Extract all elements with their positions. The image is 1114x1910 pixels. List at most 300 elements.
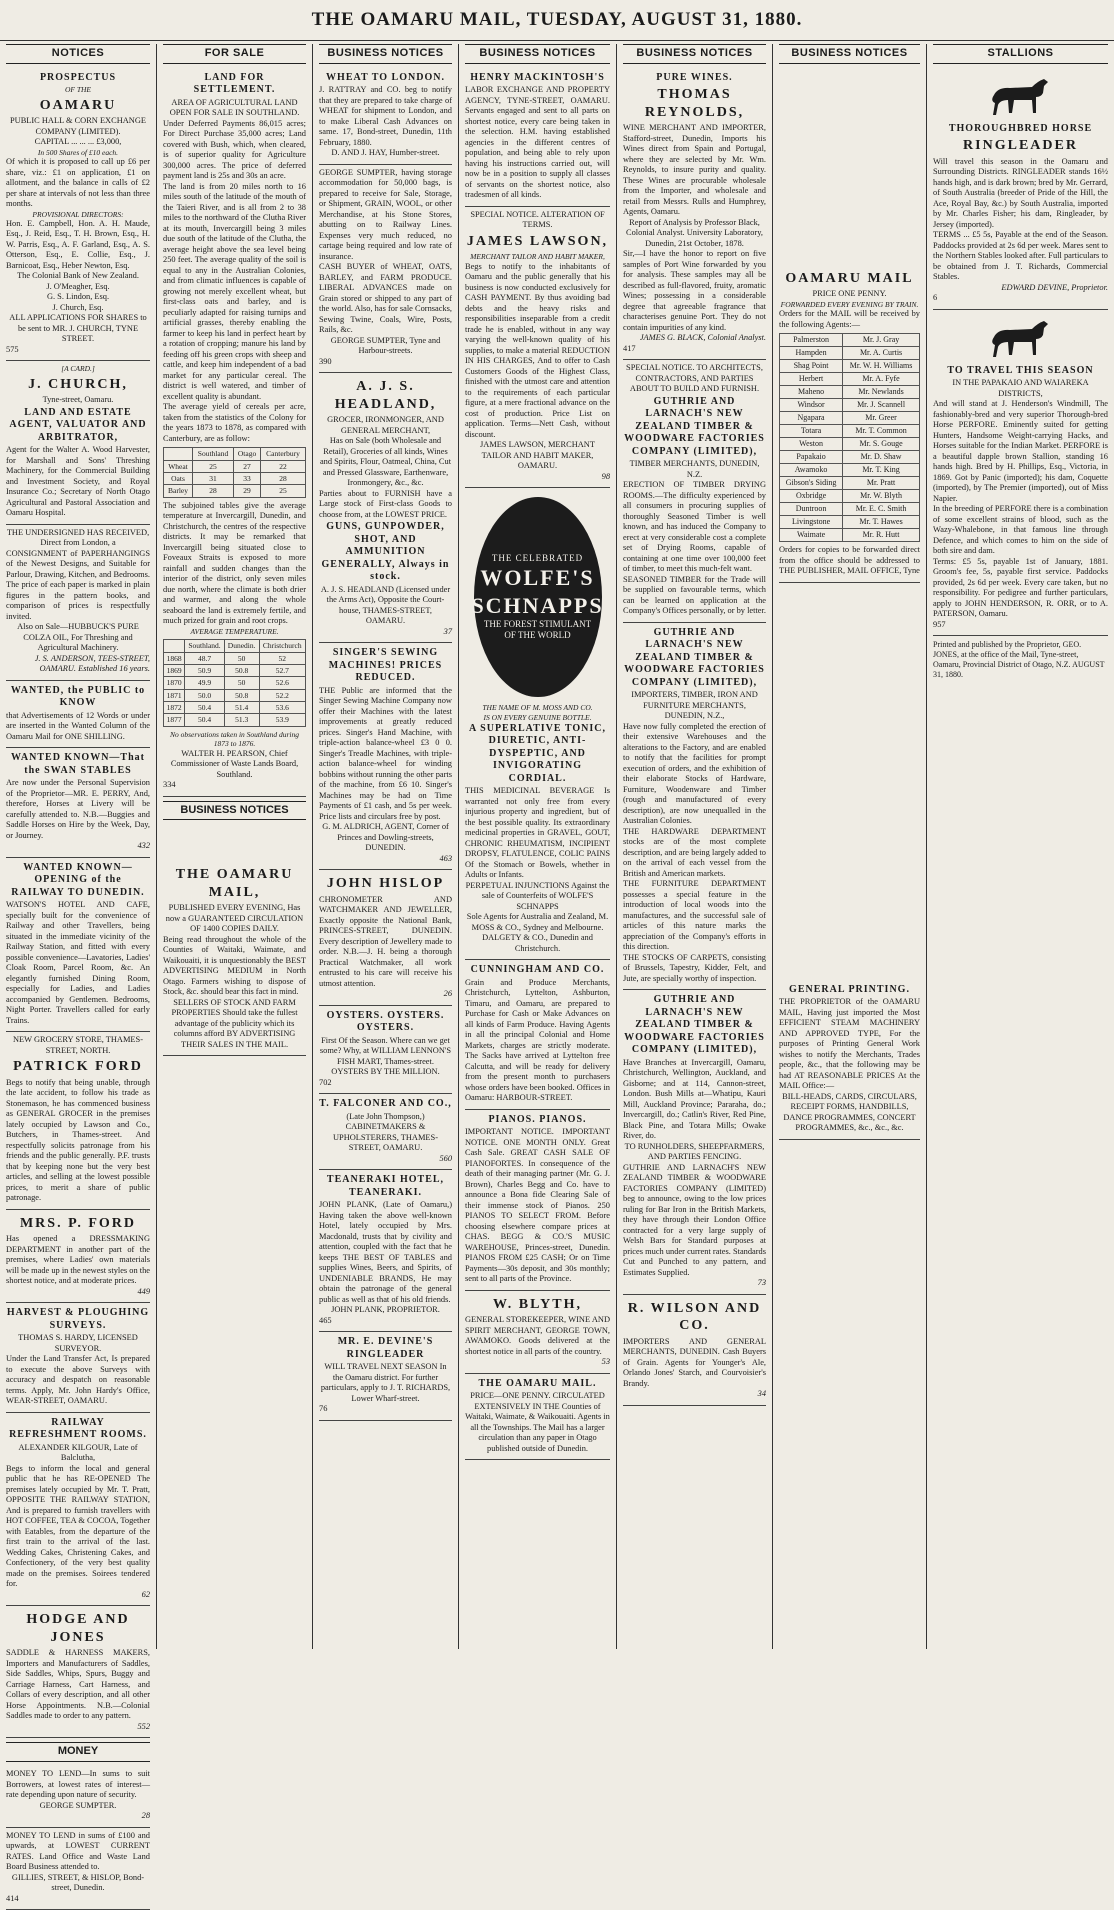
ad-name: PATRICK FORD [6, 1058, 150, 1076]
table-cell: Mr. T. Common [843, 425, 920, 438]
table-cell: Mr. W. H. Williams [843, 360, 920, 373]
ad-subtitle: PUBLISHED EVERY EVENING, Has now a GUARANTEED CIRCULATION OF 1400 COPIES DAILY. [163, 903, 306, 935]
temperature-table [163, 639, 306, 727]
table-cell: Oxbridge [780, 490, 843, 503]
ad-name: T. FALCONER AND CO., [319, 1098, 452, 1111]
ad-signature: JAMES LAWSON, MERCHANT TAILOR AND HABIT MAKER, OAMARU. [465, 440, 610, 472]
section-heading: BUSINESS NOTICES [163, 801, 306, 821]
table-cell: Mr. Greer [843, 412, 920, 425]
ad-title: PIANOS. PIANOS. [465, 1114, 610, 1127]
ad-title: TO TRAVEL THIS SEASON [933, 365, 1108, 378]
ad-ref: 76 [319, 1404, 452, 1415]
ad-signature: A. J. S. HEADLAND (Licensed under the Arms Act), Opposite the Court-house, THAMES-STREET, OAMARU. [319, 585, 452, 627]
ad-body: GENERAL STOREKEEPER, WINE AND SPIRIT MERCHANT, GEORGE TOWN, AWAMOKO. Goods delivered at the shortest notice in all parts of the country. [465, 1315, 610, 1357]
ad-agents: Sole Agents for Australia and Zealand, M. MOSS & CO., Sydney and Melbourne. DALGETY & CO., Dunedin and Christchurch. [465, 912, 610, 954]
ad-tagline: A SUPERLATIVE TONIC, DIURETIC, ANTI-DYSPEPTIC, AND INVIGORATING CORDIAL. [465, 723, 610, 786]
ad-title: SINGER'S SEWING MACHINES! PRICES REDUCED. [319, 647, 452, 685]
ad-ref: 575 [6, 345, 150, 356]
table-cell: 1871 [164, 689, 185, 701]
general-printing-ad [779, 583, 920, 1140]
ad-title: THOROUGHBRED HORSE [933, 123, 1108, 136]
table-cell: Maheno [780, 386, 843, 399]
dressmaking-ad [6, 1210, 150, 1304]
column-for-sale [157, 44, 312, 1649]
column-notices [0, 44, 156, 1649]
ad-items: Has on Sale (both Wholesale and Retail), Groceries of all kinds, Wines and Spirits, Flour, Oatmeal, China, Cut and Pressed Glassware, Earthenware, Ironmongery, &c., &c. [319, 436, 452, 489]
ad-secretary: G. S. Lindon, Esq. [6, 292, 150, 303]
ad-body: Under Deferred Payments 86,015 acres; For Direct Purchase 35,000 acres; Land covered with Bush, which, when cleared, is of superior quality for Agriculture 300,000 acres. The price of deferred payment land is 25s and 30s an acre. [163, 119, 306, 182]
ad-body: Agent for the Walter A. Wood Harvester, for Marshall and Sons' Threshing Machinery, for the Commercial Building and Investment Society, and Royal Insurance Co.; Secretary of North Otago Agricultural and Pastoral Association and Oamaru Hospital. [6, 445, 150, 519]
ad-ref: 414 [6, 1894, 150, 1905]
oamaru-mail-ad [163, 824, 306, 1056]
ad-body: WINE MERCHANT AND IMPORTER, Stafford-street, Dunedin, Imports his Wines direct from Spain and Portugal, where they are selected by Mr. Wm. Reynolds, to insure purity and quality. These Wines are procurable wholesale from the Importer, and wholesale and retail from Messrs. Rulls and Humphrey, Agents, Oamaru. [623, 123, 766, 218]
lawson-tailor-ad [465, 207, 610, 488]
ad-intro: Orders for the MAIL will be received by the following Agents:— [779, 309, 920, 330]
ad-injunctions: PERPETUAL INJUNCTIONS Against the sale of Counterfeits of WOLFE'S SCHNAPPS [465, 881, 610, 913]
table-note: No observations taken in Southland during 1873 to 1876. [163, 730, 306, 749]
table-row [164, 460, 306, 472]
ad-ref: 53 [465, 1357, 610, 1368]
table-header-row [164, 448, 306, 460]
ad-title: WHEAT TO LONDON. [319, 72, 452, 85]
ad-body: THE PROPRIETOR of the OAMARU MAIL, Having just imported the Most EFFICIENT STEAM MACHINERY AND APPROVED TYPE, For the purposes of Printing General Work wishes to notify the Merchants, Trades people, &c., that the following may be had AT REASONABLE PRICES At the MAIL Office:— [779, 997, 920, 1092]
ad-title: SPECIAL NOTICE. ALTERATION OF TERMS. [465, 210, 610, 231]
table-cell: 48.7 [185, 652, 225, 664]
ad-ref: 26 [319, 989, 452, 1000]
ad-solicitor: J. O'Meagher, Esq. [6, 282, 150, 293]
ad-body: CONSIGNMENT of PAPERHANGINGS of the Newest Designs, and Suitable for Parlour, Drawing, Kitchen, and Bedrooms. The price of each paper is marked in plain figures in the pattern books, and comparison of prices is respectfully invited. [6, 549, 150, 623]
ad-ref: 98 [465, 472, 610, 483]
table-cell: 50 [224, 652, 259, 664]
column-stallions [927, 44, 1114, 1649]
table-cell: 1872 [164, 702, 185, 714]
ad-forwarded: FORWARDED EVERY EVENING BY TRAIN. [779, 300, 920, 309]
ad-title: PROSPECTUS [6, 72, 150, 85]
ad-ref: 34 [623, 1389, 766, 1400]
ad-name: JOHN HISLOP [319, 875, 452, 893]
ad-subtitle: IMPORTERS, TIMBER, IRON AND FURNITURE MERCHANTS, DUNEDIN, N.Z., [623, 690, 766, 722]
ad-tail: SELLERS OF STOCK AND FARM PROPERTIES Should take the fullest advantage of the publicity which its columns afford BY ADVERTISING THEIR SALES IN THE MAIL. [163, 998, 306, 1051]
ad-title: PURE WINES. [623, 72, 766, 85]
table-row [780, 334, 920, 347]
logo-line: OF THE WORLD [504, 630, 570, 641]
ad-ref: 390 [319, 357, 452, 368]
ad-ref: 334 [163, 780, 306, 791]
ad-name: THOMAS REYNOLDS, [623, 86, 766, 121]
table-header: Canterbury [261, 448, 306, 460]
ad-body: PRICE—ONE PENNY. CIRCULATED EXTENSIVELY IN THE Counties of Waitaki, Waimate, & Waikouaiti. Agents in all the Townships. The Mail has a larger circulation than any paper in Otago published outside of Dunedin. [465, 1391, 610, 1454]
column-business-2 [459, 44, 616, 1649]
ad-ref: 417 [623, 344, 766, 355]
cunningham-ad [465, 960, 610, 1110]
ad-ref: 957 [933, 620, 1108, 631]
logo-line: THE CELEBRATED [492, 553, 583, 564]
prospectus-ad [6, 68, 150, 362]
table-cell: Ngapara [780, 412, 843, 425]
anderson-ad [6, 525, 150, 681]
ad-name: W. BLYTH, [465, 1296, 610, 1314]
ad-description: The land is from 20 miles north to 16 miles south of the latitude of the mouth of the Taieri River, and is all from 2 to 38 miles to the northward of the Clutha River at its mouth, Invercargill being 3 miles due south of the latitude of the Clutha, the average height above the sea level being 250 feet. The average quality of the soil is equal to any in the Australian Colonies, and from climatic influences is capable of growing not merely excellent wheat, but first-class oats and barley, and is peculiarly adapted for raising turnips and artificial grasses, thereby enabling the farmer to keep his land in perfect heart by a rotation of cropping; manure his land by feeding off his green crops with sheep and cattle, and keep him independent of a bad market for any particular cereal. The district is well watered, and timber of excellent quality is abundant. [163, 182, 306, 403]
mackintosh-ad [465, 68, 610, 207]
table-cell: Oats [164, 473, 193, 485]
ad-title: GENERAL PRINTING. [779, 984, 920, 997]
watsons-hotel-ad [6, 858, 150, 1033]
table-cell: Windsor [780, 399, 843, 412]
swan-stables-ad [6, 748, 150, 858]
yield-table [163, 447, 306, 498]
ad-body: WILL TRAVEL NEXT SEASON In the Oamaru district. For further particulars, apply to J. T. RICHARDS, Lower Wharf-street. [319, 1362, 452, 1404]
ad-body: Under the Land Transfer Act, Is prepared to execute the above Surveys with accuracy and despatch on reasonable terms. Apply, Mr. John Hardy's Office, WEAR-STREET, OAMARU. [6, 1354, 150, 1407]
table-cell: 29 [234, 485, 261, 497]
ad-signature: WALTER H. PEARSON, Chief Commissioner of Waste Lands Board, Southland. [163, 749, 306, 781]
table-cell: 49.9 [185, 677, 225, 689]
ad-body: Begs to inform the local and general public that he has RE-OPENED The premises lately occupied by Mr. T. Pratt, OPPOSITE THE RAILWAY STATION, And is prepared to furnish travellers with HOT COFFEE, TEA & COCOA, Together with Eatables, from the departure of the first train to the arrival of the last. Wedding Cakes, Christening Cakes, and Confectionery, of the very best quality made on the premises. Soirees tendered for. [6, 1464, 150, 1590]
table-row [780, 386, 920, 399]
ad-name: HODGE AND JONES [6, 1611, 150, 1646]
ad-body: WATSON'S HOTEL AND CAFE, specially built for the convenience of Railway and other Travellers, being situated in the immediate vicinity of the Railway Station, and fitted with every possible convenience—Lavatories, Ladies' Cloak Room, Parcel Room, &c. An elegantly furnished Dining Room, especially for Ladies, and Ladies accompanied by Gentlemen. Bedrooms, Night Porter. Travellers called for early Trains. [6, 900, 150, 1026]
table-row [164, 702, 306, 714]
table-cell: 1877 [164, 714, 185, 726]
table-row [164, 677, 306, 689]
table-row [780, 438, 920, 451]
ad-name: OAMARU [6, 97, 150, 115]
table-cell: 50.0 [185, 689, 225, 701]
ad-card-label: [A CARD.] [6, 364, 150, 373]
ad-body: ERECTION OF TIMBER DRYING ROOMS.—The difficulty experienced by all consumers in procuring supplies of thoroughly Seasoned Timber is well known, and has induced the Company to erect at very considerable cost a complete set of Drying Rooms, capable of containing at one time over 100,000 feet of timber, to meet this much-felt want. [623, 480, 766, 575]
table-row [164, 652, 306, 664]
table-header [164, 640, 185, 652]
reynolds-wines-ad [623, 68, 766, 361]
table-cell: 52 [259, 652, 305, 664]
ad-signature: JAMES G. BLACK, Colonial Analyst. [623, 333, 766, 344]
ad-hardware: THE HARDWARE DEPARTMENT stocks are of the most complete description, and are being largely added to on the arrival of each vessel from the British and American markets. [623, 827, 766, 880]
table-cell: 1869 [164, 664, 185, 676]
ad-body: Being read throughout the whole of the Counties of Waitaki, Waimate, and Waikouaiti, it is unquestionably the BEST ADVERTISING MEDIUM in North Otago. Farmers wishing to dispose of Stock, &c. should bear this fact in mind. [163, 935, 306, 998]
table-cell: Mr. W. Blyth [843, 490, 920, 503]
table-cell: Mr. T. King [843, 464, 920, 477]
ad-broker: J. Church, Esq. [6, 303, 150, 314]
wanted-public-ad [6, 681, 150, 749]
table-cell: 33 [234, 473, 261, 485]
table-cell: Papakaio [780, 451, 843, 464]
table-cell: Weston [780, 438, 843, 451]
ad-directors: Hon. E. Campbell, Hon. A. H. Maude, Esq., J. Reid, Esq., T. H. Brown, Esq., H. W. Parris, Esq., A. F. Garland, Esq., A. S. Otterson, Esq., E. Collie, Esq., J. Barnicoat, Esq., Heber Newton, Esq. [6, 219, 150, 272]
ad-temperature-intro: The subjoined tables give the average temperature at Invercargill, Dunedin, and Christchurch, the centres of the respective districts. It may be remarked that Invercargill being situated close to Foveaux Straits is exposed to more rainfall and sudden changes than the interior of the district, only seven miles due north, where the climate is both drier and warmer, and along the whole seaboard the land is extremely fertile, and much prized for grain and root crops. [163, 501, 306, 627]
table-cell: 1870 [164, 677, 185, 689]
ad-title: RAILWAY REFRESHMENT ROOMS. [6, 1417, 150, 1442]
ad-ref: 560 [319, 1154, 452, 1165]
table-cell: Mr. J. Scannell [843, 399, 920, 412]
ad-ref: 449 [6, 1287, 150, 1298]
table-row [780, 347, 920, 360]
ad-body: MONEY TO LEND in sums of £100 and upwards, at LOWEST CURRENT RATES. Land Office and Waste Land Board Business attended to. [6, 1831, 150, 1873]
singer-ad [319, 643, 452, 870]
hodge-jones-ad [6, 1606, 150, 1738]
ad-ref: 702 [319, 1078, 452, 1089]
ad-furniture: THE FURNITURE DEPARTMENT possesses a special feature in the introduction of local woods into the manufactures, and the successful sale of articles of this nature marks the appreciation of the Company's efforts in this direction. [623, 879, 766, 953]
table-cell: 50.8 [224, 689, 259, 701]
ad-also: Also on Sale—HUBBUCK'S PURE COLZA OIL, For Threshing and Agricultural Machinery. [6, 622, 150, 654]
table-row [780, 477, 920, 490]
ad-side-text: IS ON EVERY GENUINE BOTTLE. [465, 713, 610, 722]
ad-body: Are now under the Personal Supervision of the Proprietor—MR. E. PERRY, And, therefore, Horses at Livery will be carefully attended to. N.B.—Buggies and Saddle Horses on Hire by the Week, Day, or Journey. [6, 778, 150, 841]
table-cell: Duntroon [780, 503, 843, 516]
table-cell: 53.6 [259, 702, 305, 714]
ad-title: HARVEST & PLOUGHING SURVEYS. [6, 1307, 150, 1332]
table-cell: 51.4 [224, 702, 259, 714]
table-header: Southland [192, 448, 233, 460]
railway-rooms-ad [6, 1413, 150, 1607]
ad-name: TEANERAKI HOTEL, TEANERAKI. [319, 1174, 452, 1199]
ad-body: J. RATTRAY and CO. beg to notify that they are prepared to take charge of WHEAT for shipment to London, and to make Liberal Cash Advances on same. 17, Bond-street, Dunedin, 11th February, 1880. [319, 85, 452, 148]
ad-ref: 463 [319, 854, 452, 865]
column-heading: BUSINESS NOTICES [319, 44, 452, 64]
ad-body: MONEY TO LEND—In sums to suit Borrowers, at lowest rates of interest—rate depending upon nature of security. [6, 1769, 150, 1801]
schnapps-logo [474, 497, 602, 697]
table-cell: 25 [261, 485, 306, 497]
table-row [780, 360, 920, 373]
masthead-title: THE OAMARU MAIL, TUESDAY, AUGUST 31, 1880. [312, 9, 803, 31]
headland-ad [319, 373, 452, 643]
column-heading: BUSINESS NOTICES [779, 44, 920, 64]
column-business-3 [617, 44, 772, 1649]
ad-name: THOMAS S. HARDY, LICENSED SURVEYOR. [6, 1333, 150, 1354]
table-cell: Herbert [780, 373, 843, 386]
ad-body: (Late John Thompson,) CABINETMAKERS & UPHOLSTERERS, THAMES-STREET, OAMARU. [319, 1112, 452, 1154]
table-cell: Mr. R. Hutt [843, 529, 920, 542]
ad-ref: 6 [933, 293, 1108, 304]
table-row [164, 714, 306, 726]
table-cell: Gibson's Siding [780, 477, 843, 490]
column-heading: BUSINESS NOTICES [623, 44, 766, 64]
logo-line: THE FOREST STIMULANT [484, 619, 591, 630]
ad-name: J. CHURCH, [6, 376, 150, 394]
ad-name: THE OAMARU MAIL, [163, 866, 306, 901]
ad-address: Tyne-street, Oamaru. [6, 395, 150, 406]
table-row [780, 373, 920, 386]
ad-name: MRS. P. FORD [6, 1215, 150, 1233]
table-header: Christchurch [259, 640, 305, 652]
ad-pedigree: In the breeding of PERFORE there is a combination of some excellent strains of blood, such as the Wazy-Whalebone, in that famous line through Defence, and which comes to him on the side of both sire and dam. [933, 504, 1108, 557]
table-cell: Barley [164, 485, 193, 497]
table-cell: 31 [192, 473, 233, 485]
ad-seasoned: SEASONED TIMBER for the Trade will be supplied on favourable terms, which can be learned on application at the Company's Offices personally, or by letter. [623, 575, 766, 617]
ad-price: PRICE ONE PENNY. [779, 289, 920, 300]
ad-tail: Orders for copies to be forwarded direct from the office should be addressed to THE PUBLISHER, MAIL OFFICE, Tyne [779, 545, 920, 577]
table-cell: 50.4 [185, 702, 225, 714]
ad-body: Grain and Produce Merchants, Christchurch, Lyttelton, Ashburton, Timaru, and Oamaru, are prepared to Purchase for Cash or Make Advances on all kinds of Farm Produce. Having Agents in all the principal Colonial and Home Markets, charges are strictly moderate. The Sacks have arrived at Lyttelton free Calcutta, and will be ready for delivery from the present month to purchasers whose orders have been booked. Offices in Oamaru: HARBOUR-STREET. [465, 978, 610, 1104]
ad-name: GUTHRIE AND LARNACH'S NEW ZEALAND TIMBER & WOODWARE FACTORIES COMPANY (LIMITED), [623, 994, 766, 1057]
ad-body: IMPORTERS AND GENERAL MERCHANTS, DUNEDIN. Cash Buyers of Grain. Agents for Younger's Ale, Orlando Jones' Starch, and Courvoisier's Brandy. [623, 1337, 766, 1390]
ringleader-stallion-ad [933, 68, 1108, 310]
perfore-stallion-ad [933, 310, 1108, 637]
table-header-row [164, 640, 306, 652]
logo-line: SCHNAPPS [471, 592, 603, 620]
money-lend-ad [6, 1766, 150, 1828]
table-row [780, 451, 920, 464]
ad-subtitle: TIMBER MERCHANTS, DUNEDIN, N.Z. [623, 459, 766, 480]
table-cell: 53.9 [259, 714, 305, 726]
ad-tail: CASH BUYER of WHEAT, OATS, BARLEY, and FARM PRODUCE. LIBERAL ADVANCES made on Grain stored or shipped to any part of the world. Also, has for sale Cornsacks, Sewing Twine, Coals, Wire, Posts, Rails, &c. [319, 262, 452, 336]
table-cell: 22 [261, 460, 306, 472]
table-row [780, 529, 920, 542]
ad-body: LABOR EXCHANGE AND PROPERTY AGENCY, TYNE-STREET, OAMARU. Servants engaged and sent to all parts on shortest notice, every care being taken in the selection. H.M. having established agencies in the different centres of population, and being able to rely upon having his instructions carried out, will now be in a position to supply all classes of servants on the shortest notice, also tradesmen of all kinds. [465, 85, 610, 201]
ad-body: THIS MEDICINAL BEVERAGE Is warranted not only free from every injurious property and ingredient, but of the best possible quality. Its extraordinary medicinal properties in GRAVEL, GOUT, CHRONIC RHEUMATISM, INCIPIENT DROPSY, FLATULENCE, COLIC PAINS Of the Stomach or Bowels, whether in Adults or Infants. [465, 786, 610, 881]
ad-subtitle: IN THE PAPAKAIO AND WAIAREKA DISTRICTS, [933, 378, 1108, 399]
ad-terms: Terms: £5 5s, payable 1st of January, 1881. Groom's fee, 5s, payable first service. Paddocks provided, 2s 6d per week. Every care taken, but no responsibility. For pedigree and further particulars, apply to JOHN HENDERSON, R. ORR, or to A. PATERSON, Oamaru. [933, 557, 1108, 620]
mail-price-ad [465, 1374, 610, 1461]
sumpter-ad [319, 165, 452, 374]
table-cell: 50.4 [185, 714, 225, 726]
agents-table [779, 333, 920, 542]
ad-title: SPECIAL NOTICE. TO ARCHITECTS, CONTRACTORS, AND PARTIES ABOUT TO BUILD AND FURNISH. [623, 363, 766, 395]
horse-icon [986, 317, 1056, 361]
table-header: Dunedin. [224, 640, 259, 652]
ad-name: MR. E. DEVINE'S RINGLEADER [319, 1336, 452, 1361]
table-cell: 27 [234, 460, 261, 472]
column-heading: BUSINESS NOTICES [465, 44, 610, 64]
ad-title: LAND FOR SETTLEMENT. [163, 72, 306, 97]
blyth-ad [465, 1291, 610, 1374]
publisher-footer: Printed and published by the Proprietor, GEO. JONES, at the office of the Mail, Tyne-street, Oamaru, Provincial District of Otago, N.Z. AUGUST 31, 1880. [933, 636, 1108, 680]
table-cell: Mr. D. Shaw [843, 451, 920, 464]
table-row [164, 485, 306, 497]
mail-agents-ad [779, 68, 920, 583]
ad-body: Begs to notify to the inhabitants of Oamaru and the public generally that his business is now conducted exclusively for CASH PAYMENT. By thus avoiding bad debts and the heavy risks and responsibilities inseparable from a credit trade he is enabled, without in any way varying the well-known quality of his supplies, to make a material REDUCTION IN HIS CHARGES, And to offer to Cash Customers Goods of the Highest Class, finished with the utmost care and attention to the requirements of each particular figure, at a mere fractional advance on the cost of production. Price List on application. Terms—Nett Cash, without discount. [465, 262, 610, 441]
table-cell: Mr. T. Hawes [843, 516, 920, 529]
falconer-ad [319, 1094, 452, 1170]
ad-body: SADDLE & HARNESS MAKERS, Importers and Manufacturers of Saddles, Side Saddles, Whips, Spurs, Buggy and Carriage Harness, Cart Harness, and Collars of every description, and all other Horse Appointments. N.B.—Colonial Saddles made to order to any pattern. [6, 1648, 150, 1722]
ad-name: R. WILSON AND CO. [623, 1300, 766, 1335]
ad-body: Begs to notify that being unable, through the late accident, to follow his trade as Stonemason, he has commenced business as GENERAL GROCER in the premises lately occupied by Lawson and Co., Butchers, in Thames-street. And respectfully solicits patronage from his friends and the public generally. P.F. trusts that by keeping none but the very best articles, and selling at the lowest possible prices, to merit a share of public patronage. [6, 1078, 150, 1204]
table-cell: Mr. A. Curtis [843, 347, 920, 360]
ad-body: Has opened a DRESSMAKING DEPARTMENT in another part of the premises, where Ladies' own materials will be made up in the newest styles on the shortest notice, and at moderate prices. [6, 1234, 150, 1287]
table-cell: 28 [261, 473, 306, 485]
ad-report: Report of Analysis by Professor Black, Colonial Analyst. University Laboratory, Dunedin, 21st October, 1878. [623, 218, 766, 250]
table-cell: Mr. Newlands [843, 386, 920, 399]
ad-signature: GEORGE SUMPTER. [6, 1801, 150, 1812]
table-row [780, 464, 920, 477]
table-row [164, 689, 306, 701]
ad-name: A. J. S. HEADLAND, [319, 378, 452, 413]
ad-body: First Of the Season. Where can we get some? Why, at WILLIAM LENNON'S FISH MART, Thames-street. OYSTERS BY THE MILLION. [319, 1036, 452, 1078]
table-cell: 50.9 [185, 664, 225, 676]
table-cell: 52.2 [259, 689, 305, 701]
table-row [780, 503, 920, 516]
table-row [164, 473, 306, 485]
ad-ref: 432 [6, 841, 150, 852]
table-cell: Mr. E. C. Smith [843, 503, 920, 516]
land-settlement-ad [163, 68, 306, 797]
ad-capital: CAPITAL ... ... ... £3,000, [6, 137, 150, 148]
ad-report-body: Sir,—I have the honor to report on five samples of Port Wine forwarded by you for analysis. These samples may all be described as full-flavored, fruity, aromatic Wines; possessing in a considerable degree that agreeable fragrance that characterises genuine Port. They do not contain impurities of any kind. [623, 249, 766, 333]
ad-runholders: TO RUNHOLDERS, SHEEPFARMERS, AND PARTIES FENCING. [623, 1142, 766, 1163]
ad-name: CUNNINGHAM AND CO. [465, 964, 610, 977]
ad-title: WANTED KNOWN—OPENING of the RAILWAY TO DUNEDIN. [6, 862, 150, 900]
table-row [780, 516, 920, 529]
ad-applications: ALL APPLICATIONS FOR SHARES to be sent to MR. J. CHURCH, TYNE STREET. [6, 313, 150, 345]
table-cell: Totara [780, 425, 843, 438]
ad-title: WANTED KNOWN—That the SWAN STABLES [6, 752, 150, 777]
table-cell: 51.3 [224, 714, 259, 726]
table-cell: 52.6 [259, 677, 305, 689]
ad-description: The average yield of cereals per acre, taken from the statistics of the Colony for the years 1873 to 1878, as compared with Canterbury, are as follow: [163, 402, 306, 444]
ad-signature: JOHN PLANK, PROPRIETOR. [319, 1305, 452, 1316]
guthrie-warehouse-ad [623, 623, 766, 991]
table-cell: Wheat [164, 460, 193, 472]
wolfes-schnapps-ad [465, 488, 610, 960]
ad-shares: In 500 Shares of £10 each. [6, 148, 150, 157]
ad-body-2: GUTHRIE AND LARNACH'S NEW ZEALAND TIMBER & WOODWARE FACTORIES COMPANY (LIMITED) beg to announce, owing to the low prices ruling for Bar Iron in the British Markets, they have through their London Office contracted for a very large supply of Welsh Bars for Standard purposes at prices much under current rates. Standards Cut and Punched to any pattern, and Estimates Supplied. [623, 1163, 766, 1279]
ad-name: RINGLEADER [933, 137, 1108, 155]
oysters-ad [319, 1006, 452, 1095]
table-cell: Shag Point [780, 360, 843, 373]
table-cell: 50 [224, 677, 259, 689]
table-row [164, 664, 306, 676]
ad-ref: 465 [319, 1316, 452, 1327]
table-title: AVERAGE TEMPERATURE. [163, 627, 306, 636]
wilson-ad [623, 1295, 766, 1406]
ad-subtitle: PUBLIC HALL & CORN EXCHANGE COMPANY (LIMITED). [6, 116, 150, 137]
ad-role: MERCHANT TAILOR AND HABIT MAKER, [465, 252, 610, 261]
ad-directors-heading: PROVISIONAL DIRECTORS: [6, 210, 150, 219]
ad-signature: J. S. ANDERSON, TEES-STREET, OAMARU. Established 16 years. [6, 654, 150, 675]
table-cell: Waimate [780, 529, 843, 542]
column-heading: STALLIONS [933, 44, 1108, 64]
ad-name: OAMARU MAIL [779, 270, 920, 288]
column-business-4 [773, 44, 926, 1649]
ad-signature: GILLIES, STREET, & HISLOP, Bond-street, Dunedin. [6, 1873, 150, 1894]
table-row [780, 412, 920, 425]
table-row [780, 425, 920, 438]
guthrie-branches-ad [623, 990, 766, 1295]
table-cell: 25 [192, 460, 233, 472]
table-row [780, 490, 920, 503]
ad-body: Parties about to FURNISH have a Large stock of First-class Goods to choose from, at the LOWEST PRICE. [319, 489, 452, 521]
ad-body: GEORGE SUMPTER, having storage accommodation for 50,000 bags, is prepared to receive for Sale, Storage, or Shipment, GRAIN, WOOL, or other Merchandise, at his Stone Stores, abutting on to Railway Lines. Expenses very much reduced, no cartage being required and low rate of insurance. [319, 168, 452, 263]
table-cell: Mr. Pratt [843, 477, 920, 490]
ringleader-notice-ad [319, 1332, 452, 1421]
ad-line: OF THE [6, 85, 150, 94]
ad-role: LAND AND ESTATE AGENT, VALUATOR AND ARBITRATOR, [6, 407, 150, 445]
ad-ref: 28 [6, 1811, 150, 1822]
ad-name: JAMES LAWSON, [465, 233, 610, 251]
table-header [164, 448, 193, 460]
ad-name: GUTHRIE AND LARNACH'S NEW ZEALAND TIMBER & WOODWARE FACTORIES COMPANY (LIMITED), [623, 627, 766, 690]
ad-body: that Advertisements of 12 Words or under are inserted in the Wanted Column of the Oamaru Mail for ONE SHILLING. [6, 711, 150, 743]
ad-body: Have now fully completed the erection of their extensive Warehouses and the alterations to the Factory, and are enabled to notify that the facilities for prompt execution of orders, and the exhibition of their elaborate Stocks of Hardware, Furniture, Woodenware and Timber (rough and manufactured of every description), are now unequalled in the Australian Colonies. [623, 722, 766, 827]
ad-body: IMPORTANT NOTICE. IMPORTANT NOTICE. ONE MONTH ONLY. Great Cash Sale. GREAT CASH SALE OF PIANOFORTES. In consequence of the death of their managing partner (Mr. G. J. Brown), Charles Begg and Co. have to announce a Bona fide Clearing Sale of their immense stock of Pianos. 250 PIANOS TO SELECT FROM. Before choosing elsewhere compare prices at CHAS. BEGG & CO.'S MUSIC WAREHOUSE, Princes-street, Dunedin. PIANOS FROM £25 CASH; Or on Time Payments—30s deposit, and 30s monthly; sent to all parts of the Province. [465, 1127, 610, 1285]
table-cell: Mr. S. Gouge [843, 438, 920, 451]
table-cell: 52.7 [259, 664, 305, 676]
ad-ref: 62 [6, 1590, 150, 1601]
ad-subtitle: AREA OF AGRICULTURAL LAND OPEN FOR SALE IN SOUTHLAND. [163, 98, 306, 119]
ad-guns: GUNS, GUNPOWDER, SHOT, AND AMMUNITION GENERALLY, Always in stock. [319, 521, 452, 584]
ad-name: HENRY MACKINTOSH'S [465, 72, 610, 85]
table-cell: Livingstone [780, 516, 843, 529]
money-lend-gillies-ad [6, 1828, 150, 1910]
ad-title: WANTED, the PUBLIC to KNOW [6, 685, 150, 710]
hardy-surveyor-ad [6, 1303, 150, 1413]
ad-body: And will stand at J. Henderson's Windmill, The fashionably-bred and very superior Thorough-bred Horse PERFORE. Eminently suited for getting Hunters, Handsome Weight-carrying Hacks, and Horses suitable for the Indian Market. PERFORE is a beautiful dapple brown Stallion, standing 16 hands high. Bred by H. Phillips, Esq., Victoria, in 1869. Got by Panic (imported); his dam, Coquette (imported), by The Premier (imported), out of Miss Napier. [933, 399, 1108, 504]
ad-bankers: The Colonial Bank of New Zealand. [6, 271, 150, 282]
table-cell: Palmerston [780, 334, 843, 347]
ad-body: JOHN PLANK, (Late of Oamaru,) Having taken the above well-known Hotel, lately occupied by Mrs. Macdonald, trusts that by civility and attention, coupled with the fact that he keeps THE BEST OF TABLES and supplies Wines, Beers, and Spirits, of UNDENIABLE BRANDS, He may obtain the patronage of the general public as well as that of his old friends. [319, 1200, 452, 1305]
wheat-london-ad [319, 68, 452, 165]
column-business-1 [313, 44, 458, 1649]
table-cell: 50.8 [224, 664, 259, 676]
ad-signature: D. AND J. HAY, Humber-street. [319, 148, 452, 159]
